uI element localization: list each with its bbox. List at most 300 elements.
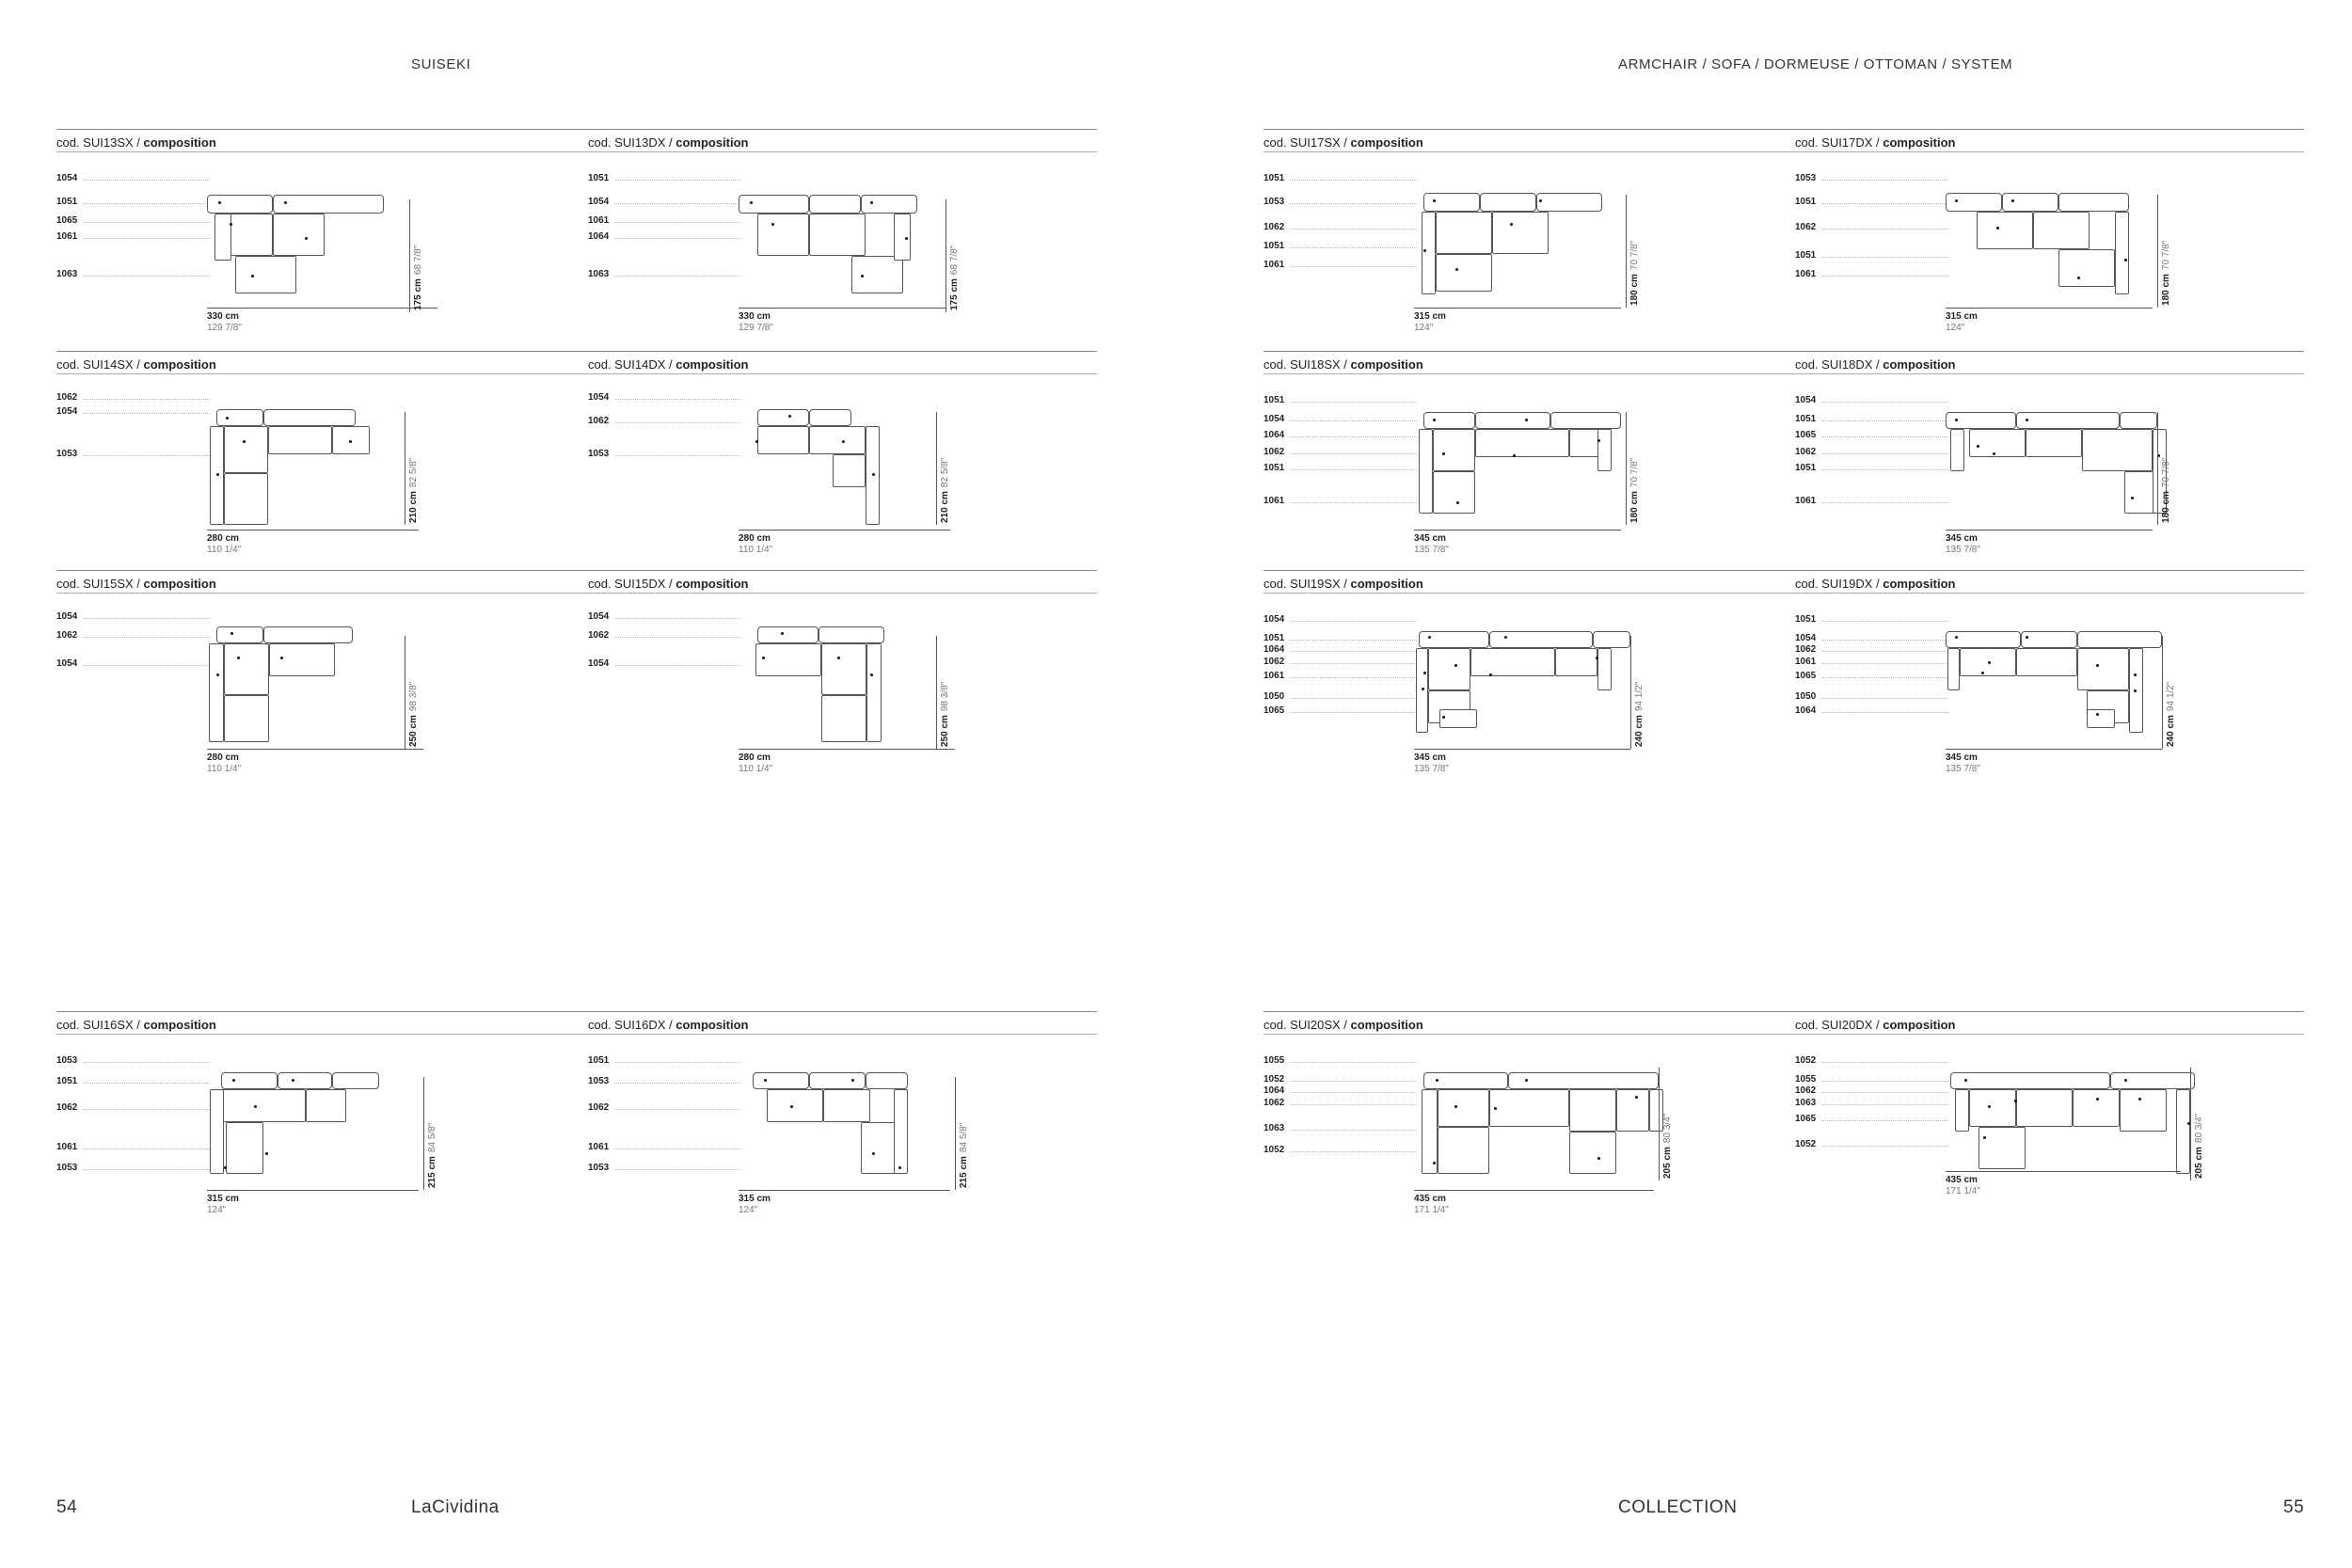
composition-code: cod. SUI13DX / [588,135,676,150]
module-marker-dot [2124,1079,2127,1082]
module-marker-dot [1433,419,1436,421]
leader-line [83,399,210,400]
height-dimension-line [1626,412,1627,525]
composition-block [56,129,583,333]
module-marker-dot [2096,664,2099,667]
composition-title [1263,135,1423,150]
module-marker-dot [1442,452,1445,455]
module-code-label: 1065 [1795,1114,1817,1124]
leader-line [1290,1151,1417,1152]
leader-line [614,1169,741,1170]
module-code-label: 1063 [1263,1123,1285,1133]
backrest-module [1419,631,1489,648]
leader-line [1290,502,1417,503]
width-inches: 129 7/8" [739,323,773,333]
leader-line [1821,1092,1948,1093]
seat-module [861,1122,898,1174]
width-inches: 135 7/8" [1414,545,1449,555]
composition-code: cod. SUI14DX / [588,357,676,372]
height-label [413,245,423,310]
width-cm: 345 cm [1946,533,1978,544]
height-inches: 68 7/8" [413,245,423,276]
leader-line [83,455,210,456]
seat-module [809,214,866,256]
seat-module [894,214,911,261]
module-code-label: 1051 [588,1055,610,1066]
height-dimension-line [1630,636,1631,749]
leader-line [1290,1104,1417,1105]
module-code-label: 1052 [1795,1139,1817,1149]
seat-module [215,214,231,261]
module-marker-dot [1494,1107,1497,1110]
seat-module [1438,1127,1489,1174]
backrest-module [757,626,818,643]
height-inches: 80 3/4" [1662,1113,1673,1144]
width-dimension-line [1946,1171,2181,1172]
seat-module [809,426,866,454]
header-left-title: SUISEKI [411,56,471,72]
leader-line [1821,502,1948,503]
module-marker-dot [226,417,229,420]
module-marker-dot [1456,501,1459,504]
module-code-label: 1051 [56,1076,78,1086]
width-cm: 280 cm [739,533,771,544]
seat-module [224,426,268,473]
composition-block [1263,1011,1790,1215]
leader-line [83,180,210,181]
module-code-label: 1051 [1263,463,1285,473]
leader-line [614,455,741,456]
module-marker-dot [771,223,774,226]
composition-title [588,1018,749,1032]
module-marker-dot [2014,1100,2017,1102]
seat-module [2120,1089,2167,1132]
module-marker-dot [1964,1079,1967,1082]
seat-module [224,695,269,742]
height-dimension-line [936,636,937,749]
seat-module [1433,471,1475,514]
width-inches: 135 7/8" [1946,764,1980,774]
module-marker-dot [1996,227,1999,230]
module-code-label: 1055 [1263,1055,1285,1066]
leader-line [614,1109,741,1110]
seat-module [1950,429,1964,471]
module-marker-dot [2131,497,2134,499]
height-inches: 70 7/8" [2161,457,2171,488]
leader-line [1290,621,1417,622]
composition-code: cod. SUI15DX / [588,577,676,591]
leader-line [1821,229,1948,230]
backrest-module [809,1072,866,1089]
composition-kind: composition [1883,357,1956,372]
module-marker-dot [1433,199,1436,202]
module-marker-dot [280,657,283,659]
page-number-right: 55 [2283,1497,2305,1517]
composition-title [1263,1018,1423,1032]
seat-module [1419,429,1433,514]
seat-module [1616,1089,1649,1132]
height-cm: 215 cm [427,1156,437,1188]
module-marker-dot [1423,249,1426,252]
module-code-label: 1051 [1263,633,1285,643]
composition-code: cod. SUI18DX / [1795,357,1883,372]
leader-line [83,276,210,277]
backrest-module [739,195,809,214]
module-marker-dot [251,275,254,277]
leader-line [1290,203,1417,204]
leader-line [614,399,741,400]
width-dimension-line [207,530,419,531]
height-dimension-line [2162,636,2163,749]
module-marker-dot [265,1152,268,1155]
width-inches: 110 1/4" [207,545,242,555]
width-inches: 124" [739,1205,758,1215]
module-code-label: 1051 [1795,463,1817,473]
seat-module [821,643,866,695]
module-code-label: 1061 [1263,260,1285,270]
module-code-label: 1053 [56,1163,78,1173]
composition-block [588,129,1115,333]
width-cm: 330 cm [739,311,771,322]
module-code-label: 1061 [588,1142,610,1152]
height-cm: 205 cm [1662,1147,1673,1179]
module-code-label: 1063 [56,269,78,279]
height-label [940,458,950,523]
composition-code: cod. SUI17SX / [1263,135,1351,150]
composition-block [56,570,583,774]
leader-line [1290,180,1417,181]
module-code-label: 1050 [1263,691,1285,702]
height-inches: 94 1/2" [2166,681,2176,712]
composition-title [56,1018,216,1032]
composition-code: cod. SUI16SX / [56,1018,144,1032]
height-cm: 180 cm [1629,491,1640,523]
module-marker-dot [872,473,875,476]
seat-module [1569,1089,1616,1132]
module-code-label: 1062 [1795,222,1817,232]
height-cm: 250 cm [408,715,419,747]
height-dimension-line [2157,412,2158,525]
module-code-label: 1061 [1263,496,1285,506]
height-cm: 210 cm [408,491,419,523]
seat-module [1492,212,1549,254]
height-label [949,245,960,310]
module-code-label: 1053 [1263,197,1285,207]
module-code-label: 1062 [1263,1098,1285,1108]
leader-line [1821,180,1948,181]
composition-code: cod. SUI15SX / [56,577,144,591]
width-cm: 315 cm [1414,311,1446,322]
module-marker-dot [2096,1098,2099,1101]
composition-title [588,135,749,150]
backrest-module [2002,193,2058,212]
width-cm: 315 cm [207,1194,239,1204]
module-code-label: 1062 [56,630,78,641]
module-marker-dot [1596,657,1598,659]
leader-line [1290,712,1417,713]
module-marker-dot [788,415,791,418]
width-cm: 345 cm [1946,752,1978,763]
height-label [959,1123,969,1188]
leader-line [614,665,741,666]
composition-code: cod. SUI20DX / [1795,1018,1883,1032]
backrest-module [216,626,263,643]
header-right-title: ARMCHAIR / SOFA / DORMEUSE / OTTOMAN / SYSTEM [1618,56,2013,72]
composition-code: cod. SUI16DX / [588,1018,676,1032]
backrest-module [2120,412,2157,429]
composition-title [56,577,216,591]
leader-line [1821,621,1948,622]
module-marker-dot [842,440,845,443]
module-code-label: 1062 [56,392,78,403]
width-dimension-line [739,749,955,750]
module-marker-dot [216,473,219,476]
width-inches: 129 7/8" [207,323,242,333]
module-marker-dot [216,673,219,676]
leader-line [614,276,741,277]
leader-line [1821,677,1948,678]
composition-title [1263,577,1423,591]
composition-title [1795,357,1956,372]
composition-block [1263,129,1790,333]
module-marker-dot [755,440,758,443]
module-code-label: 1053 [588,449,610,459]
height-inches: 80 3/4" [2194,1113,2204,1144]
module-marker-dot [750,201,753,204]
seat-module [1438,1089,1489,1127]
backrest-module [1593,631,1630,648]
module-marker-dot [790,1105,793,1108]
module-code-label: 1064 [1263,1085,1285,1096]
seat-module [1649,1089,1663,1132]
width-inches: 124" [1414,323,1434,333]
module-code-label: 1051 [1795,414,1817,424]
composition-kind: composition [143,1018,216,1032]
seat-module [821,695,866,742]
leader-line [1290,1092,1417,1093]
leader-line [1821,276,1948,277]
backrest-module [216,409,263,426]
module-code-label: 1065 [1795,671,1817,681]
module-marker-dot [764,1079,767,1082]
seat-module [221,1089,306,1122]
backrest-module [1423,193,1480,212]
module-code-label: 1054 [56,611,78,622]
backrest-module [221,1072,278,1089]
height-inches: 84 5/8" [959,1122,969,1153]
page-number-left: 54 [56,1497,78,1517]
height-label [2166,682,2176,747]
leader-line [1821,640,1948,641]
composition-kind: composition [143,357,216,372]
height-label [1662,1114,1673,1179]
module-marker-dot [851,1079,854,1082]
backrest-module [1489,631,1593,648]
module-marker-dot [898,1166,901,1169]
module-code-label: 1062 [1263,657,1285,667]
leader-line [614,203,741,204]
module-code-label: 1054 [1795,633,1817,643]
width-cm: 315 cm [1946,311,1978,322]
module-code-label: 1053 [588,1163,610,1173]
leader-line [1290,229,1417,230]
module-marker-dot [292,1079,294,1082]
module-marker-dot [1525,419,1528,421]
leader-line [1821,402,1948,403]
backrest-module [1946,631,2021,648]
composition-kind: composition [675,577,749,591]
leader-line [1821,436,1948,437]
height-dimension-line [1626,195,1627,308]
composition-code: cod. SUI19DX / [1795,577,1883,591]
module-code-label: 1051 [1795,197,1817,207]
module-code-label: 1061 [1795,269,1817,279]
leader-line [1821,469,1948,470]
module-marker-dot [1513,454,1516,457]
seat-module [866,643,882,742]
module-marker-dot [232,1079,235,1082]
leader-line [1821,203,1948,204]
width-dimension-line [207,749,423,750]
composition-block [1795,570,2322,774]
seat-module [894,1089,908,1174]
composition-block [588,1011,1115,1215]
module-marker-dot [1436,1079,1438,1082]
composition-title [1795,1018,1956,1032]
seat-module [1436,212,1492,254]
module-marker-dot [1955,636,1958,639]
module-code-label: 1053 [56,1055,78,1066]
module-marker-dot [2077,277,2080,279]
leader-line [1821,1104,1948,1105]
module-code-label: 1051 [588,173,610,183]
height-inches: 98 3/8" [940,681,950,712]
module-code-label: 1061 [56,1142,78,1152]
height-cm: 180 cm [2161,491,2171,523]
height-cm: 250 cm [940,715,950,747]
module-code-label: 1051 [1795,614,1817,625]
module-code-label: 1061 [56,231,78,242]
backrest-module [207,195,273,214]
module-code-label: 1054 [56,173,78,183]
seat-module [1947,648,1960,690]
module-marker-dot [781,632,784,635]
width-cm: 315 cm [739,1194,771,1204]
leader-line [614,618,741,619]
module-code-label: 1062 [1795,1085,1817,1096]
seat-module [2033,212,2090,249]
composition-code: cod. SUI13SX / [56,135,144,150]
seat-module [226,214,273,256]
composition-code: cod. SUI14SX / [56,357,144,372]
backrest-module [818,626,884,643]
seat-module [1439,709,1477,728]
leader-line [1290,247,1417,248]
leader-line [83,1148,210,1149]
width-dimension-line [1414,530,1621,531]
composition-block [1795,129,2322,333]
leader-line [614,637,741,638]
leader-line [1821,698,1948,699]
leader-line [1290,1130,1417,1131]
leader-line [1290,402,1417,403]
width-cm: 435 cm [1414,1194,1446,1204]
height-label [408,682,419,747]
module-marker-dot [1510,223,1513,226]
module-code-label: 1055 [1795,1074,1817,1085]
leader-line [1290,436,1417,437]
module-code-label: 1052 [1795,1055,1817,1066]
width-inches: 110 1/4" [739,764,773,774]
module-code-label: 1054 [588,197,610,207]
width-cm: 280 cm [739,752,771,763]
height-cm: 210 cm [940,491,950,523]
composition-kind: composition [675,357,749,372]
leader-line [1821,712,1948,713]
composition-code: cod. SUI20SX / [1263,1018,1351,1032]
leader-line [1290,640,1417,641]
composition-title [56,357,216,372]
leader-line [1290,663,1417,664]
seat-module [224,473,268,525]
module-code-label: 1054 [56,406,78,417]
module-code-label: 1054 [1263,414,1285,424]
height-cm: 205 cm [2194,1147,2204,1179]
height-dimension-line [2190,1068,2191,1180]
module-marker-dot [861,275,864,277]
module-code-label: 1052 [1263,1145,1285,1155]
module-marker-dot [1993,452,1995,455]
module-marker-dot [1988,661,1991,664]
seat-module [210,1089,224,1174]
seat-module [1555,648,1597,676]
height-dimension-line [2157,195,2158,308]
backrest-module [1508,1072,1659,1089]
height-label [408,458,419,523]
module-code-label: 1064 [1263,644,1285,655]
leader-line [83,203,210,204]
seat-module [1977,212,2033,249]
height-cm: 180 cm [1629,274,1640,306]
backrest-module [1423,412,1475,429]
module-marker-dot [2134,673,2137,676]
width-dimension-line [1414,749,1630,750]
module-marker-dot [1454,664,1457,667]
width-dimension-line [739,308,946,309]
module-code-label: 1062 [1795,644,1817,655]
backrest-module [1950,1072,2110,1089]
module-marker-dot [1597,1157,1600,1160]
width-dimension-line [739,530,950,531]
leader-line [1821,1062,1948,1063]
backrest-module [278,1072,332,1089]
module-marker-dot [230,223,232,226]
module-marker-dot [1955,419,1958,421]
width-inches: 135 7/8" [1946,545,1980,555]
module-marker-dot [1983,1136,1986,1139]
module-marker-dot [2138,1098,2141,1101]
seat-module [2016,1089,2073,1127]
seat-module [851,256,903,293]
leader-line [1821,1120,1948,1121]
seat-module [1416,648,1428,733]
backrest-module [273,195,384,214]
leader-line [1821,453,1948,454]
module-code-label: 1051 [1263,173,1285,183]
composition-code: cod. SUI18SX / [1263,357,1351,372]
module-marker-dot [1433,1162,1436,1164]
module-code-label: 1062 [588,416,610,426]
